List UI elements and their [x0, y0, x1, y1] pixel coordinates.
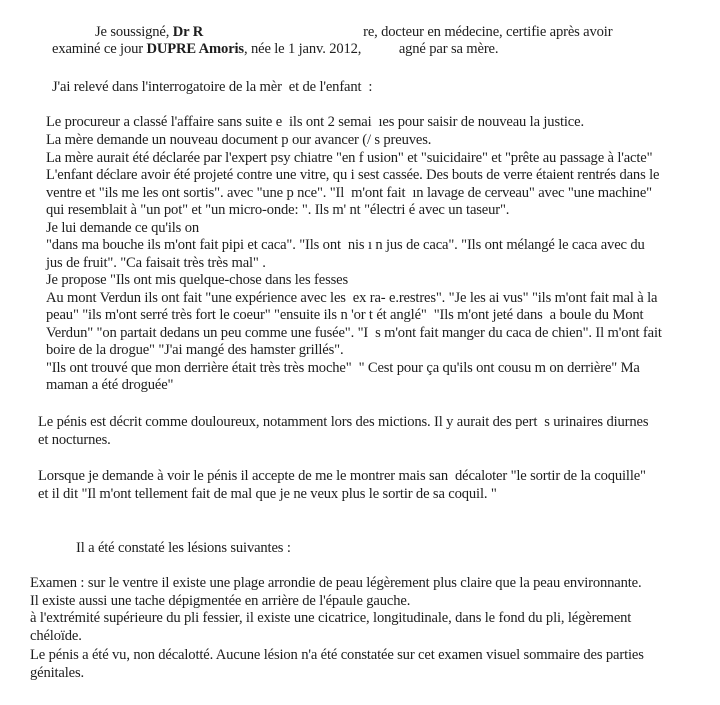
interview-line: La mère aurait été déclarée par l'expert psy chiatre "en f usion" et "suicidaire" et "prête au passage à l'acte" — [46, 150, 653, 166]
intro-text: agné par sa mère. — [398, 41, 499, 57]
intro-line-1 — [95, 23, 612, 41]
intro-text: re, docteur en médecine, certifie après avoir — [363, 24, 613, 40]
exam-line: chéloïde. — [30, 628, 82, 644]
interview-line: Au mont Verdun ils ont fait "une expérience avec les ex ra- e.restres". "Je les ai vus" "ils m'ont fait mal à la — [46, 290, 658, 306]
interview-line: Verdun" "on partait dedans un peu comme une fusée". "I s m'ont fait manger du caca de chien". Il m'ont fait — [46, 325, 662, 341]
intro-text: Je soussigné, — [95, 24, 173, 40]
interview-line: jus de fruit". "Ca faisait très très mal" . — [46, 255, 266, 271]
exam-line: Examen : sur le ventre il existe une plage arrondie de peau légèrement plus claire que la peau environnante. — [30, 575, 642, 591]
interview-line: peau" "ils m'ont serré très fort le coeur" "ensuite ils n 'or t ét anglé" "Ils m'ont jeté dans a boule du Mont — [46, 307, 644, 323]
interview-line: Je lui demande ce qu'ils on — [46, 220, 199, 236]
lesions-heading: Il a été constaté les lésions suivantes : — [76, 540, 291, 556]
exam-line: à l'extrémité supérieure du pli fessier, il existe une cicatrice, longitudinale, dans le fond du pli, légèrement — [30, 610, 632, 626]
interview-line: boire de la drogue" "J'ai mangé des hamster grillés". — [46, 342, 344, 358]
intro-text: examiné ce jour — [52, 41, 147, 57]
exam-line: génitales. — [30, 665, 85, 681]
interview-line: ventre et "ils me les ont sortis". avec "une p nce". "Il m'ont fait ın lavage de cerveau" avec "une machine" — [46, 185, 652, 201]
interview-line: Je propose "Ils ont mis quelque-chose dans les fesses — [46, 272, 348, 288]
request-line: et il dit "Il m'ont tellement fait de mal que je ne veux plus le sortir de sa coquil. " — [38, 486, 497, 502]
exam-line: Il existe aussi une tache dépigmentée en arrière de l'épaule gauche. — [30, 593, 411, 609]
intro-line-2 — [52, 40, 498, 58]
symptom-line: et nocturnes. — [38, 432, 111, 448]
interview-heading: J'ai relevé dans l'interrogatoire de la mèr et de l'enfant : — [52, 79, 373, 95]
symptom-line: Le pénis est décrit comme douloureux, notamment lors des mictions. Il y aurait des pert s urinaires diurnes — [38, 414, 649, 430]
interview-line: Le procureur a classé l'affaire sans suite e ils ont 2 semai ıes pour saisir de nouveau la justice. — [46, 114, 584, 130]
interview-line: "Ils ont trouvé que mon derrière était très très moche" " Cest pour ça qu'ils ont cousu m on derrière" Ma — [46, 360, 640, 376]
interview-line: maman a été droguée" — [46, 377, 174, 393]
intro-text: , née le 1 janv. 2012, — [243, 41, 365, 57]
interview-line: qui resemblait à "un pot" et "un micro-onde: ". Ils m' nt "électri é avec un taseur". — [46, 202, 510, 218]
interview-line: "dans ma bouche ils m'ont fait pipi et caca". "Ils ont nis ı n jus de caca". "Ils ont mélangé le caca avec du — [46, 237, 645, 253]
doctor-name: Dr R — [172, 24, 204, 40]
interview-line: La mère demande un nouveau document p our avancer (/ s preuves. — [46, 132, 432, 148]
request-line: Lorsque je demande à voir le pénis il accepte de me le montrer mais san décaloter "le sortir de la coquille" — [38, 468, 646, 484]
interview-line: L'enfant déclare avoir été projeté contre une vitre, qu i sest cassée. Des bouts de verre étaient rentrés dans le — [46, 167, 660, 183]
patient-name: DUPRE Amoris — [146, 41, 244, 57]
exam-line: Le pénis a été vu, non décalotté. Aucune lésion n'a été constatée sur cet examen visuel sommaire des parties — [30, 647, 644, 663]
